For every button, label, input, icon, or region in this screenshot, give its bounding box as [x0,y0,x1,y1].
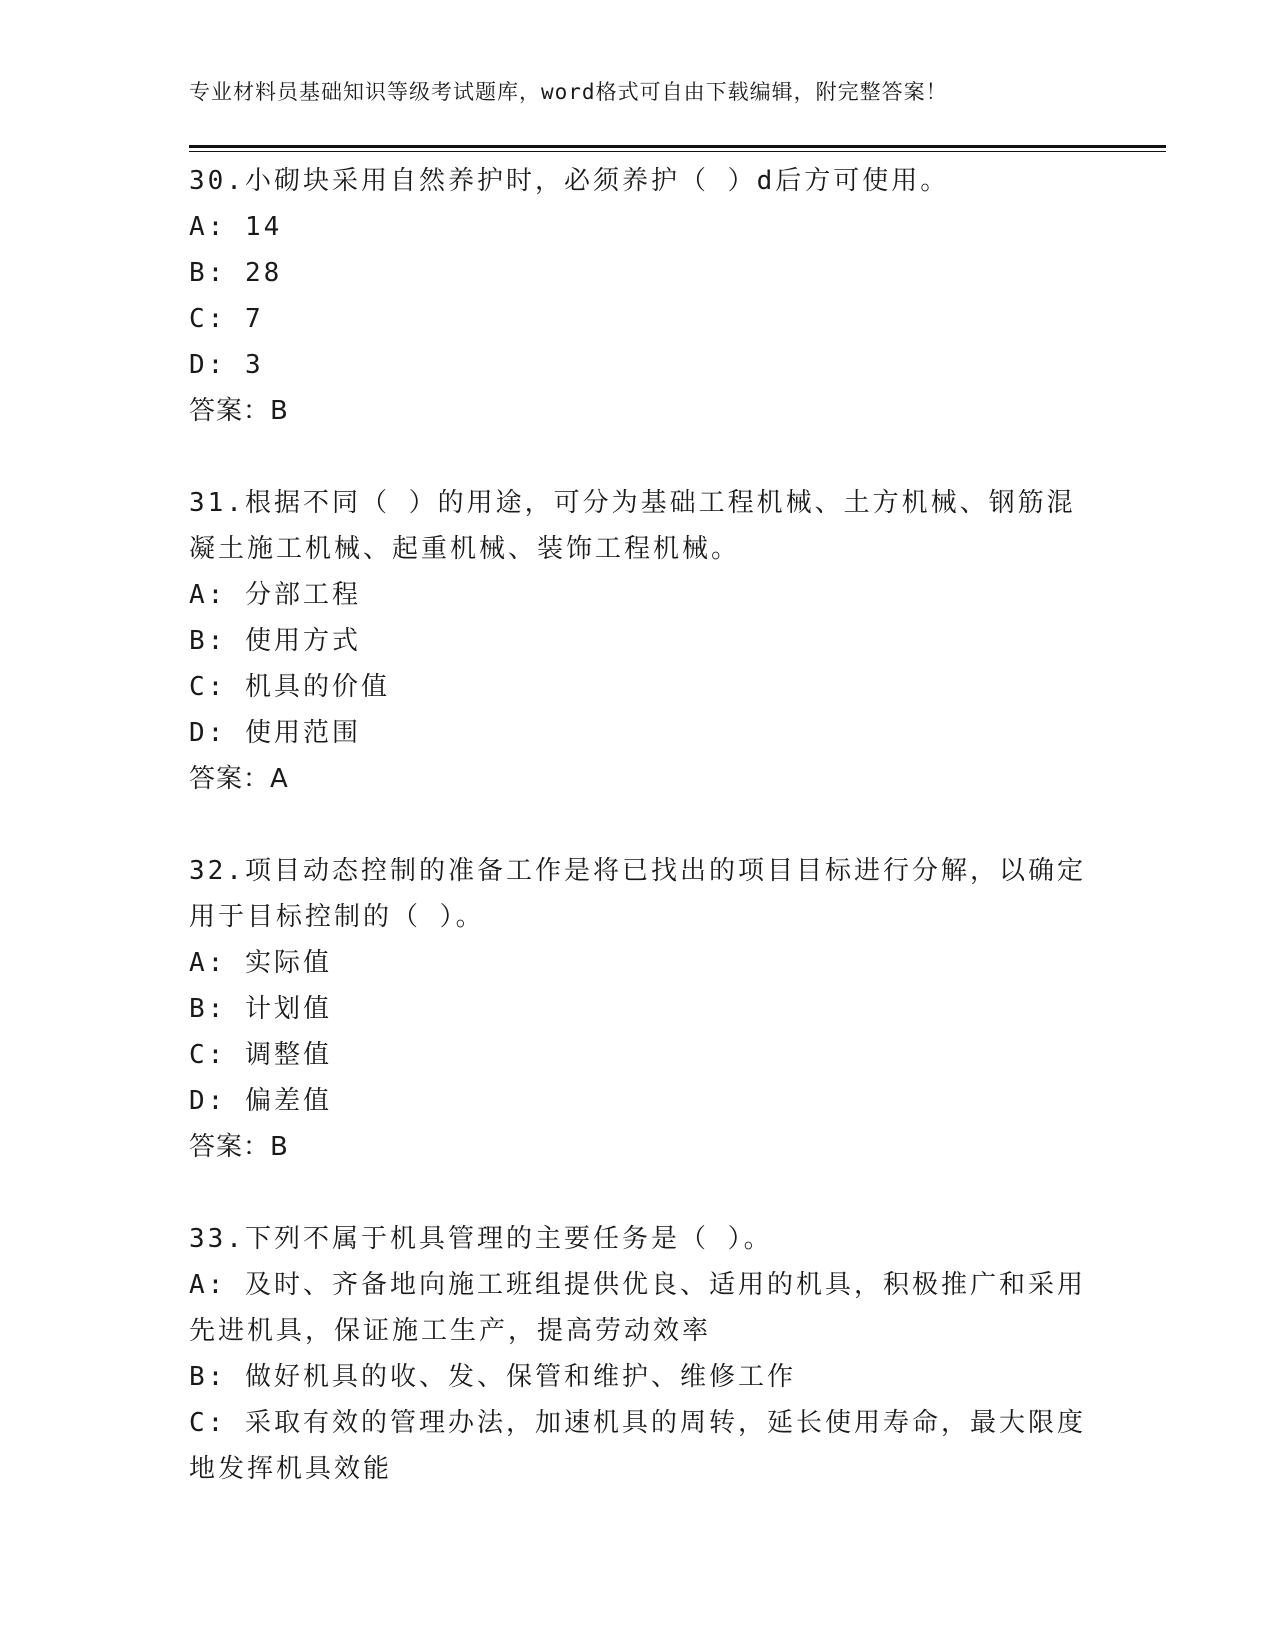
option-line: B: 使用方式 [189,626,361,656]
option-line: C: 机具的价值 [189,672,390,702]
question-block [189,1216,1089,1492]
option-line: A: 14 [189,212,283,242]
option-line: C: 7 [189,304,264,334]
question-stem-line: 32.项目动态控制的准备工作是将已找出的项目目标进行分解，以确定 [189,856,1086,886]
question-stem-line: 33.下列不属于机具管理的主要任务是（ ）。 [189,1224,773,1254]
question-block [189,158,1089,434]
option-line: B: 做好机具的收、发、保管和维护、维修工作 [189,1362,796,1392]
question-stem-line: 凝土施工机械、起重机械、装饰工程机械。 [189,534,741,564]
answer-line: 答案：B [189,1132,289,1162]
question-list [189,158,1089,1538]
option-line: D: 3 [189,350,264,380]
option-line: D: 偏差值 [189,1086,332,1116]
question-stem-line: 用于目标控制的（ ）。 [189,902,485,932]
option-line: B: 28 [189,258,283,288]
option-line: A: 分部工程 [189,580,361,610]
option-line: C: 调整值 [189,1040,332,1070]
option-line: A: 及时、齐备地向施工班组提供优良、适用的机具，积极推广和采用 [189,1270,1086,1300]
question-block [189,480,1089,802]
header-rule-thick [189,145,1166,148]
option-line: B: 计划值 [189,994,332,1024]
question-stem-line: 30.小砌块采用自然养护时，必须养护（ ）d后方可使用。 [189,166,950,196]
option-line: 地发挥机具效能 [189,1454,393,1484]
answer-line: 答案：B [189,396,289,426]
option-line: A: 实际值 [189,948,332,978]
option-line: D: 使用范围 [189,718,361,748]
question-block [189,848,1089,1170]
answer-line: 答案：A [189,764,289,794]
option-line: 先进机具，保证施工生产，提高劳动效率 [189,1316,712,1346]
question-stem-line: 31.根据不同（ ）的用途，可分为基础工程机械、土方机械、钢筋混 [189,488,1076,518]
header-rule-thin [189,151,1166,152]
page-header-text: 专业材料员基础知识等级考试题库，word格式可自由下载编辑，附完整答案！ [189,80,948,104]
option-line: C: 采取有效的管理办法，加速机具的周转，延长使用寿命，最大限度 [189,1408,1086,1438]
